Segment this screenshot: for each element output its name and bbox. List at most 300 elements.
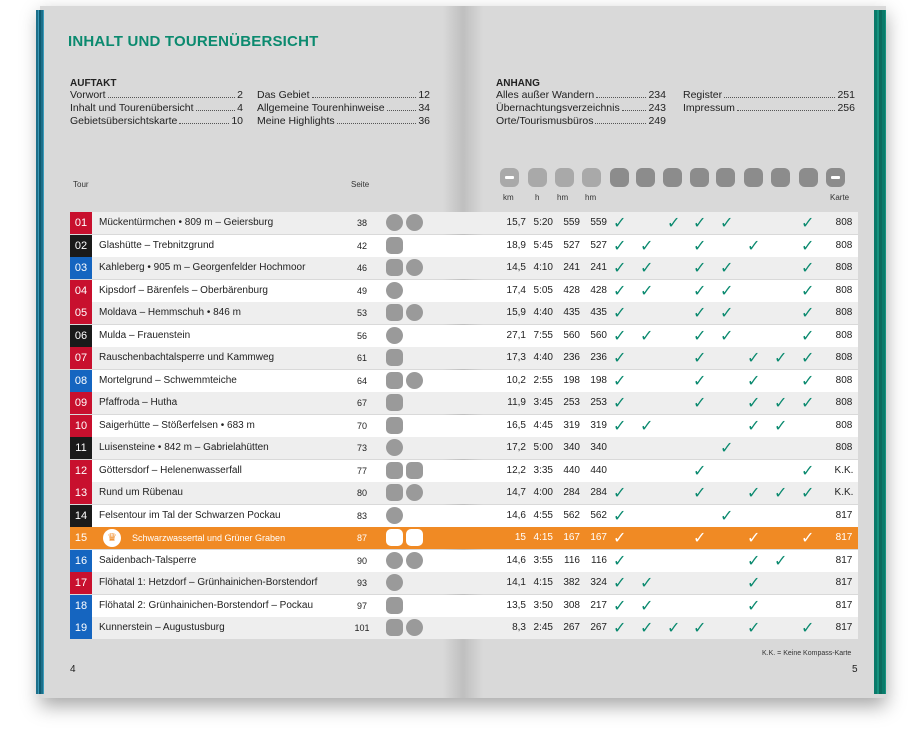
- check-icon: ✓: [774, 348, 788, 367]
- check-icon: ✓: [613, 213, 627, 232]
- difficulty-hex-icon: [386, 237, 403, 254]
- check-icon: ✓: [801, 325, 815, 345]
- check-icon: ✓: [801, 213, 815, 232]
- tour-number: 03: [70, 257, 92, 279]
- tour-hm2: 217: [590, 599, 607, 611]
- difficulty-hex-icon: [386, 529, 403, 546]
- tour-hm2: 241: [590, 262, 607, 273]
- bear-icon: [406, 484, 423, 501]
- toc-entry-label: Allgemeine Tourenhinweise: [257, 102, 385, 114]
- tour-hm2: 319: [590, 419, 607, 431]
- check-icon: ✓: [801, 280, 815, 300]
- tour-karte: 808: [835, 217, 853, 228]
- tour-karte: 808: [835, 374, 853, 386]
- tour-km: 14,6: [506, 554, 526, 566]
- page-edge-right: [874, 10, 886, 694]
- table-row[interactable]: [70, 595, 858, 617]
- tour-hm1: 435: [563, 307, 580, 318]
- table-row[interactable]: [70, 302, 858, 324]
- check-icon: ✓: [613, 415, 627, 435]
- check-icon: ✓: [640, 415, 654, 435]
- page-edge-left: [36, 10, 44, 694]
- rating-circle-icon: [386, 507, 403, 524]
- tour-hm1: 562: [563, 509, 580, 521]
- toc-entry-label: Meine Highlights: [257, 115, 335, 127]
- tour-name: Moldava – Hemmschuh • 846 m: [99, 307, 241, 318]
- check-icon: ✓: [613, 280, 627, 300]
- table-row[interactable]: [70, 235, 858, 257]
- toc-entry: [496, 102, 666, 114]
- tour-karte: 817: [835, 532, 853, 543]
- legend-peak-icon: [716, 168, 735, 187]
- tour-name: Mortelgrund – Schwemmteiche: [99, 374, 237, 386]
- check-icon: ✓: [640, 280, 654, 300]
- tour-hm2: 236: [590, 352, 607, 363]
- tour-h: 4:55: [533, 509, 553, 521]
- bear-icon: [406, 214, 423, 231]
- check-icon: ✓: [613, 303, 627, 322]
- tour-name: Flöhatal 1: Hetzdorf – Grünhainichen-Borstendorf: [99, 577, 318, 588]
- difficulty-hex-icon: [386, 394, 403, 411]
- tour-hm1: 241: [563, 262, 580, 273]
- toc-leader-dots: [737, 102, 836, 111]
- check-icon: ✓: [774, 415, 788, 435]
- tour-page: 64: [356, 375, 367, 386]
- tour-name: Glashütte – Trebnitzgrund: [99, 239, 215, 251]
- legend-train-icon: [799, 168, 818, 187]
- tour-km: 14,7: [506, 487, 526, 498]
- tour-karte: 817: [835, 577, 853, 588]
- tour-hm2: 116: [591, 554, 607, 566]
- toc-entry: [70, 102, 243, 114]
- tour-page: 56: [356, 330, 367, 341]
- tour-hm2: 253: [590, 397, 607, 408]
- tour-number: 14: [70, 505, 92, 527]
- check-icon: ✓: [747, 528, 761, 547]
- toc-leader-dots: [108, 89, 236, 98]
- check-icon: ✓: [747, 550, 761, 570]
- rating-circle-icon: [386, 282, 403, 299]
- tour-h: 3:45: [533, 397, 553, 408]
- legend-trail-icon: [610, 168, 629, 187]
- check-icon: ✓: [613, 550, 627, 570]
- table-row[interactable]: [70, 505, 858, 527]
- check-icon: ✓: [801, 303, 815, 322]
- check-icon: ✓: [747, 618, 761, 637]
- footnote: K.K. = Keine Kompass-Karte: [762, 650, 852, 657]
- check-icon: ✓: [801, 618, 815, 637]
- tour-karte: 808: [835, 329, 853, 341]
- tour-number: 09: [70, 392, 92, 414]
- tour-number: 10: [70, 415, 92, 437]
- toc-leader-dots: [595, 115, 646, 124]
- table-row[interactable]: [70, 325, 858, 347]
- check-icon: ✓: [747, 393, 761, 412]
- table-row[interactable]: [70, 370, 858, 392]
- check-icon: ✓: [747, 348, 761, 367]
- anhang-heading: ANHANG: [496, 78, 540, 89]
- tour-h: 5:45: [533, 239, 553, 251]
- tour-karte: 808: [835, 352, 853, 363]
- tour-name: Mulda – Frauenstein: [99, 329, 191, 341]
- tour-hm1: 340: [563, 442, 580, 453]
- check-icon: ✓: [747, 573, 761, 592]
- toc-entry-page: 36: [418, 115, 430, 127]
- table-row[interactable]: [70, 527, 858, 549]
- tour-hm1: 308: [563, 599, 580, 611]
- tour-h: 4:00: [533, 487, 553, 498]
- toc-leader-dots: [196, 102, 236, 111]
- tour-hm2: 435: [590, 307, 607, 318]
- tour-hm1: 253: [563, 397, 580, 408]
- check-icon: ✓: [640, 258, 654, 277]
- tour-h: 5:05: [533, 284, 553, 296]
- tour-karte: 817: [835, 622, 853, 633]
- tour-hm1: 319: [563, 419, 580, 431]
- tour-hm1: 382: [563, 577, 580, 588]
- tour-km: 27,1: [506, 329, 526, 341]
- hut-square-icon: [406, 462, 423, 479]
- check-icon: ✓: [613, 573, 627, 592]
- check-icon: ✓: [693, 280, 707, 300]
- tour-km: 8,3: [512, 622, 526, 633]
- table-row[interactable]: [70, 617, 858, 639]
- rating-circle-icon: [386, 574, 403, 591]
- tour-name: Saigerhütte – Stößerfelsen • 683 m: [99, 419, 255, 431]
- legend-hex-icon: [555, 168, 574, 187]
- check-icon: ✓: [613, 370, 627, 390]
- col-hm-up: hm: [557, 193, 569, 202]
- tour-h: 5:20: [533, 217, 553, 228]
- tour-km: 14,5: [506, 262, 526, 273]
- tour-name: Luisensteine • 842 m – Gabrielahütten: [99, 442, 269, 453]
- tour-hm2: 559: [590, 217, 607, 228]
- tour-karte: 817: [835, 509, 853, 521]
- col-seite: Seite: [351, 180, 370, 189]
- legend-hex-icon: [500, 168, 519, 187]
- tour-hm2: 562: [590, 509, 607, 521]
- check-icon: ✓: [747, 370, 761, 390]
- tour-h: 3:55: [533, 554, 553, 566]
- check-icon: ✓: [693, 460, 707, 480]
- table-row[interactable]: [70, 280, 858, 302]
- toc-entry-label: Das Gebiet: [257, 89, 310, 101]
- check-icon: ✓: [801, 258, 815, 277]
- rating-circle-icon: [386, 214, 403, 231]
- check-icon: ✓: [613, 393, 627, 412]
- tour-name: Göttersdorf – Helenenwasserfall: [99, 464, 242, 476]
- tour-number: 07: [70, 347, 92, 369]
- check-icon: ✓: [801, 528, 815, 547]
- crown-icon: ♛: [103, 529, 121, 547]
- toc-leader-dots: [622, 102, 647, 111]
- legend-hut-icon: [744, 168, 763, 187]
- check-icon: ✓: [774, 483, 788, 502]
- bear-icon: [406, 304, 423, 321]
- difficulty-hex-icon: [386, 259, 403, 276]
- tour-hm2: 167: [590, 532, 607, 543]
- tour-page: 77: [356, 465, 367, 476]
- tour-number: 06: [70, 325, 92, 347]
- table-row[interactable]: [70, 460, 858, 482]
- check-icon: ✓: [613, 618, 627, 637]
- tour-hm1: 527: [563, 239, 580, 251]
- tour-number: 19: [70, 617, 92, 639]
- tour-name: Kahleberg • 905 m – Georgenfelder Hochmoor: [99, 262, 306, 273]
- tour-km: 16,5: [506, 419, 526, 431]
- tour-km: 13,5: [506, 599, 526, 611]
- tour-km: 17,2: [506, 442, 526, 453]
- check-icon: ✓: [693, 213, 707, 232]
- tour-karte: 808: [835, 442, 853, 453]
- tour-hm2: 428: [590, 284, 607, 296]
- tour-hm1: 198: [563, 374, 580, 386]
- check-icon: ✓: [640, 573, 654, 592]
- tour-name: Rauschenbachtalsperre und Kammweg: [99, 352, 275, 363]
- toc-entry-page: 249: [648, 115, 666, 127]
- check-icon: ✓: [720, 505, 734, 525]
- check-icon: ✓: [613, 235, 627, 255]
- table-row[interactable]: [70, 572, 858, 594]
- check-icon: ✓: [693, 325, 707, 345]
- toc-entry: [496, 115, 666, 127]
- tour-km: 11,9: [507, 397, 526, 408]
- bear-icon: [406, 259, 423, 276]
- tour-h: 4:10: [533, 262, 553, 273]
- toc-entry-page: 243: [648, 102, 666, 114]
- tour-number: 04: [70, 280, 92, 302]
- table-row[interactable]: [70, 437, 858, 459]
- check-icon: ✓: [801, 483, 815, 502]
- check-icon: ✓: [693, 258, 707, 277]
- tour-karte: 808: [835, 397, 853, 408]
- tour-km: 10,2: [506, 374, 526, 386]
- rating-circle-icon: [386, 327, 403, 344]
- tour-hm1: 284: [563, 487, 580, 498]
- tour-page: 61: [356, 353, 367, 363]
- tour-km: 15: [514, 532, 526, 543]
- difficulty-hex-icon: [386, 417, 403, 434]
- tour-number: 16: [70, 550, 92, 572]
- legend-hex-icon: [528, 168, 547, 187]
- toc-entry-page: 4: [237, 102, 243, 114]
- toc-entry-label: Impressum: [683, 102, 735, 114]
- tour-page: 80: [356, 488, 367, 498]
- toc-entry: [496, 89, 666, 101]
- table-row[interactable]: [70, 212, 858, 234]
- tour-h: 4:15: [533, 532, 553, 543]
- toc-entry-label: Gebietsübersichtskarte: [70, 115, 178, 127]
- tour-hm2: 340: [590, 442, 607, 453]
- toc-leader-dots: [312, 89, 417, 98]
- difficulty-hex-icon: [386, 484, 403, 501]
- tour-page: 70: [356, 420, 367, 431]
- check-icon: ✓: [693, 393, 707, 412]
- table-row[interactable]: [70, 415, 858, 437]
- tour-h: 3:35: [533, 464, 553, 476]
- check-icon: ✓: [801, 348, 815, 367]
- check-icon: ✓: [720, 258, 734, 277]
- tour-hm2: 560: [590, 329, 607, 341]
- tour-km: 14,1: [506, 577, 526, 588]
- toc-entry: [257, 115, 430, 127]
- check-icon: ✓: [801, 370, 815, 390]
- difficulty-hex-icon: [386, 462, 403, 479]
- toc-leader-dots: [337, 115, 417, 124]
- check-icon: ✓: [613, 325, 627, 345]
- legend-star-icon: [826, 168, 845, 187]
- tour-h: 5:00: [533, 442, 553, 453]
- toc-entry-label: Orte/Tourismusbüros: [496, 115, 594, 127]
- rating-circle-icon: [386, 439, 403, 456]
- check-icon: ✓: [720, 325, 734, 345]
- tour-km: 14,6: [506, 509, 526, 521]
- toc-entry-label: Übernachtungsverzeichnis: [496, 102, 620, 114]
- check-icon: ✓: [720, 280, 734, 300]
- tour-karte: 808: [835, 262, 853, 273]
- tour-km: 12,2: [506, 464, 526, 476]
- tour-karte: 808: [835, 307, 853, 318]
- check-icon: ✓: [801, 393, 815, 412]
- tour-hm2: 440: [590, 464, 607, 476]
- legend-child-icon: [771, 168, 790, 187]
- tour-hm1: 167: [563, 532, 580, 543]
- tour-karte: 808: [835, 239, 853, 251]
- tour-karte: K.K.: [834, 487, 854, 498]
- toc-entry-page: 12: [418, 89, 430, 101]
- hut-square-icon: [406, 529, 423, 546]
- toc-entry-page: 251: [837, 89, 855, 101]
- toc-entry: [70, 115, 243, 127]
- check-icon: ✓: [640, 595, 654, 615]
- check-icon: ✓: [747, 415, 761, 435]
- tour-hm2: 198: [590, 374, 607, 386]
- tour-h: 4:45: [533, 419, 553, 431]
- tour-number: 11: [70, 437, 92, 459]
- tour-name: Felsentour im Tal der Schwarzen Pockau: [99, 509, 281, 521]
- tour-page: 101: [354, 623, 370, 633]
- toc-leader-dots: [179, 115, 229, 124]
- legend-signpost-icon: [690, 168, 709, 187]
- check-icon: ✓: [747, 595, 761, 615]
- auftakt-heading: AUFTAKT: [70, 78, 117, 89]
- legend-hex-icon: [582, 168, 601, 187]
- difficulty-hex-icon: [386, 372, 403, 389]
- table-row[interactable]: [70, 347, 858, 369]
- col-hm-down: hm: [585, 193, 597, 202]
- check-icon: ✓: [720, 438, 734, 457]
- check-icon: ✓: [693, 483, 707, 502]
- tour-number: 17: [70, 572, 92, 594]
- check-icon: ✓: [693, 528, 707, 547]
- toc-entry-label: Alles außer Wandern: [496, 89, 595, 101]
- rating-circle-icon: [386, 552, 403, 569]
- tour-number: 01: [70, 212, 92, 234]
- toc-leader-dots: [596, 89, 646, 98]
- check-icon: ✓: [667, 618, 681, 637]
- tour-page: 38: [356, 218, 367, 228]
- table-row[interactable]: [70, 257, 858, 279]
- check-icon: ✓: [613, 505, 627, 525]
- tour-page: 49: [356, 285, 367, 296]
- tour-page: 83: [356, 510, 367, 521]
- check-icon: ✓: [693, 348, 707, 367]
- tour-page: 42: [356, 240, 367, 251]
- check-icon: ✓: [747, 235, 761, 255]
- check-icon: ✓: [693, 235, 707, 255]
- toc-entry: [70, 89, 243, 101]
- tour-page: 46: [356, 263, 367, 273]
- tour-h: 2:55: [533, 374, 553, 386]
- toc-entry: [683, 102, 855, 114]
- tour-hm1: 440: [563, 464, 580, 476]
- check-icon: ✓: [667, 213, 681, 232]
- tour-number: 15: [70, 527, 92, 549]
- check-icon: ✓: [693, 618, 707, 637]
- legend-flat-icon: [636, 168, 655, 187]
- tour-karte: 817: [835, 599, 853, 611]
- tour-h: 3:50: [533, 599, 553, 611]
- tour-name: Saidenbach-Talsperre: [99, 554, 197, 566]
- check-icon: ✓: [693, 303, 707, 322]
- tour-name: Rund um Rübenau: [99, 487, 183, 498]
- check-icon: ✓: [801, 460, 815, 480]
- toc-entry-label: Inhalt und Tourenübersicht: [70, 102, 194, 114]
- check-icon: ✓: [774, 550, 788, 570]
- tour-name: Kipsdorf – Bärenfels – Oberbärenburg: [99, 284, 268, 296]
- difficulty-hex-icon: [386, 619, 403, 636]
- check-icon: ✓: [640, 325, 654, 345]
- tour-karte: 808: [835, 284, 853, 296]
- toc-entry-label: Register: [683, 89, 723, 101]
- tour-h: 4:40: [533, 307, 553, 318]
- difficulty-hex-icon: [386, 597, 403, 614]
- tour-h: 2:45: [533, 622, 553, 633]
- page-title: INHALT UND TOURENÜBERSICHT: [68, 33, 319, 50]
- check-icon: ✓: [801, 235, 815, 255]
- tour-page: 93: [356, 578, 367, 588]
- tour-page: 90: [356, 555, 367, 566]
- table-row[interactable]: [70, 550, 858, 572]
- tour-h: 7:55: [533, 329, 553, 341]
- tour-name: Schwarzwassertal und Grüner Graben: [132, 533, 286, 543]
- col-tour: Tour: [73, 180, 89, 189]
- tour-hm1: 428: [563, 284, 580, 296]
- bear-icon: [406, 552, 423, 569]
- col-h: h: [535, 193, 540, 202]
- tour-km: 17,4: [506, 284, 526, 296]
- tour-number: 05: [70, 302, 92, 324]
- check-icon: ✓: [720, 213, 734, 232]
- tour-km: 17,3: [506, 352, 526, 363]
- tour-h: 4:40: [533, 352, 553, 363]
- tour-karte: 808: [835, 419, 853, 431]
- page-number-left: 4: [70, 664, 76, 675]
- tour-page: 67: [356, 398, 367, 408]
- tour-name: Kunnerstein – Augustusburg: [99, 622, 225, 633]
- tour-hm1: 559: [563, 217, 580, 228]
- table-row[interactable]: [70, 392, 858, 414]
- table-row[interactable]: [70, 482, 858, 504]
- difficulty-hex-icon: [386, 349, 403, 366]
- toc-entry-page: 2: [237, 89, 243, 101]
- toc-entry-page: 10: [231, 115, 243, 127]
- tour-hm2: 284: [590, 487, 607, 498]
- toc-leader-dots: [724, 89, 835, 98]
- tour-name: Flöhatal 2: Grünhainichen-Borstendorf – Pockau: [99, 599, 314, 611]
- tour-hm2: 324: [590, 577, 607, 588]
- tour-hm2: 267: [590, 622, 607, 633]
